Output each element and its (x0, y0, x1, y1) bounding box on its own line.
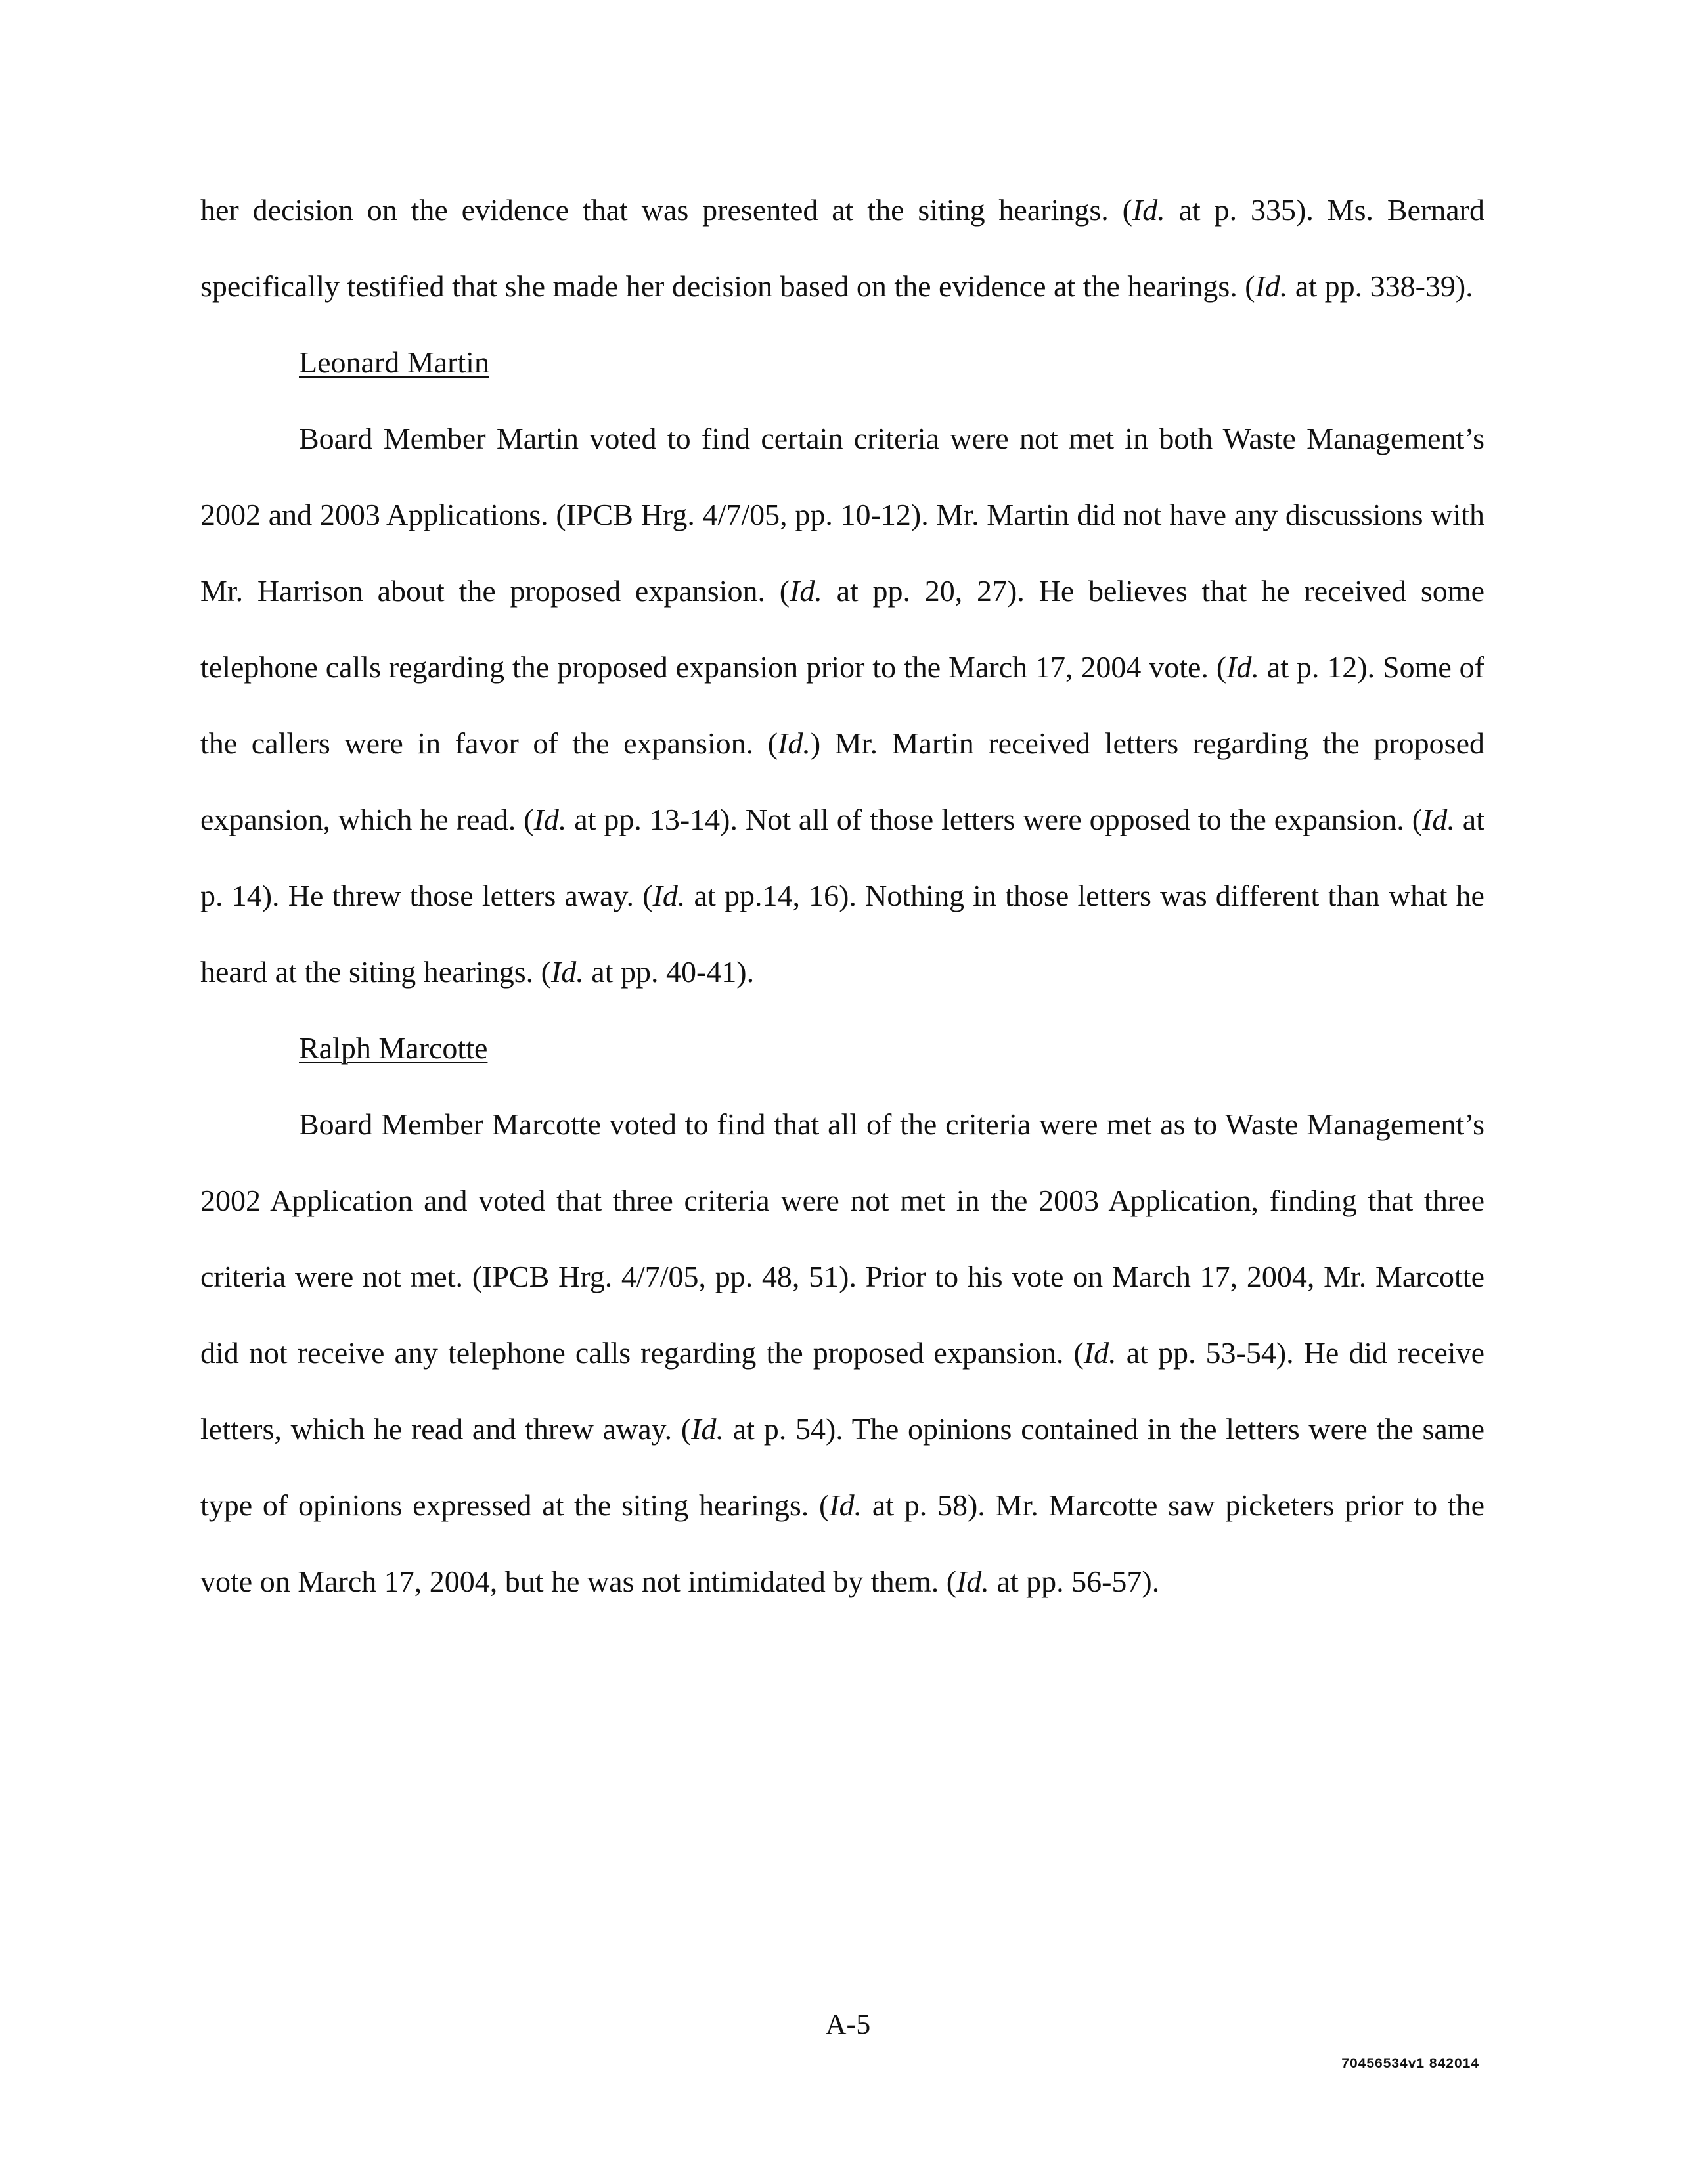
paragraph-bernard-conclusion: her decision on the evidence that was presented at the siting hearings. (Id. at p. 335). Ms. Bernard specifically testified that she made her decision based on the evidence at the hearings. (Id. at pp. 338-39). (200, 193, 1484, 303)
citation-id: Id. (533, 803, 567, 836)
citation-id: Id. (691, 1412, 725, 1446)
heading-ralph-marcotte: Ralph Marcotte (299, 1031, 488, 1065)
citation-id: Id. (956, 1565, 989, 1598)
citation-id: Id. (1132, 193, 1165, 227)
citation-id: Id. (829, 1488, 862, 1522)
citation-id: Id. (790, 574, 822, 608)
citation-id: Id. (778, 726, 811, 760)
document-body (200, 172, 1484, 1620)
citation-id: Id. (652, 879, 686, 912)
heading-leonard-martin: Leonard Martin (299, 345, 489, 379)
citation-id: Id. (550, 955, 584, 989)
citation-id: Id. (1255, 269, 1288, 303)
document-id: 70456534v1 842014 (1341, 2056, 1479, 2071)
citation-id: Id. (1226, 650, 1259, 684)
citation-id: Id. (1083, 1336, 1117, 1370)
citation-id: Id. (1422, 803, 1455, 836)
page-number: A-5 (825, 2008, 871, 2040)
paragraph-martin: Board Member Martin voted to find certain criteria were not met in both Waste Management’s 2002 and 2003 Applications. (IPCB Hrg. 4/7/05, pp. 10-12). Mr. Martin did not have any discussions with Mr. Harrison about the proposed expansion. (Id. at pp. 20, 27). He believes that he received some telephone calls regarding the proposed expansion prior to the March 17, 2004 vote. (Id. at p. 12). Some of the callers were in favor of the expansion. (Id.) Mr. Martin received letters regarding the proposed expansion, which he read. (Id. at pp. 13-14). Not all of those letters were opposed to the expansion. (Id. at p. 14). He threw those letters away. (Id. at pp.14, 16). Nothing in those letters was different than what he heard at the siting hearings. (Id. at pp. 40-41). (200, 422, 1485, 989)
paragraph-marcotte: Board Member Marcotte voted to find that all of the criteria were met as to Waste Management’s 2002 Application and voted that three criteria were not met in the 2003 Application, finding that three criteria were not met. (IPCB Hrg. 4/7/05, pp. 48, 51). Prior to his vote on March 17, 2004, Mr. Marcotte did not receive any telephone calls regarding the proposed expansion. (Id. at pp. 53-54). He did receive letters, which he read and threw away. (Id. at p. 54). The opinions contained in the letters were the same type of opinions expressed at the siting hearings. (Id. at p. 58). Mr. Marcotte saw picketers prior to the vote on March 17, 2004, but he was not intimidated by them. (Id. at pp. 56-57). (200, 1107, 1485, 1598)
